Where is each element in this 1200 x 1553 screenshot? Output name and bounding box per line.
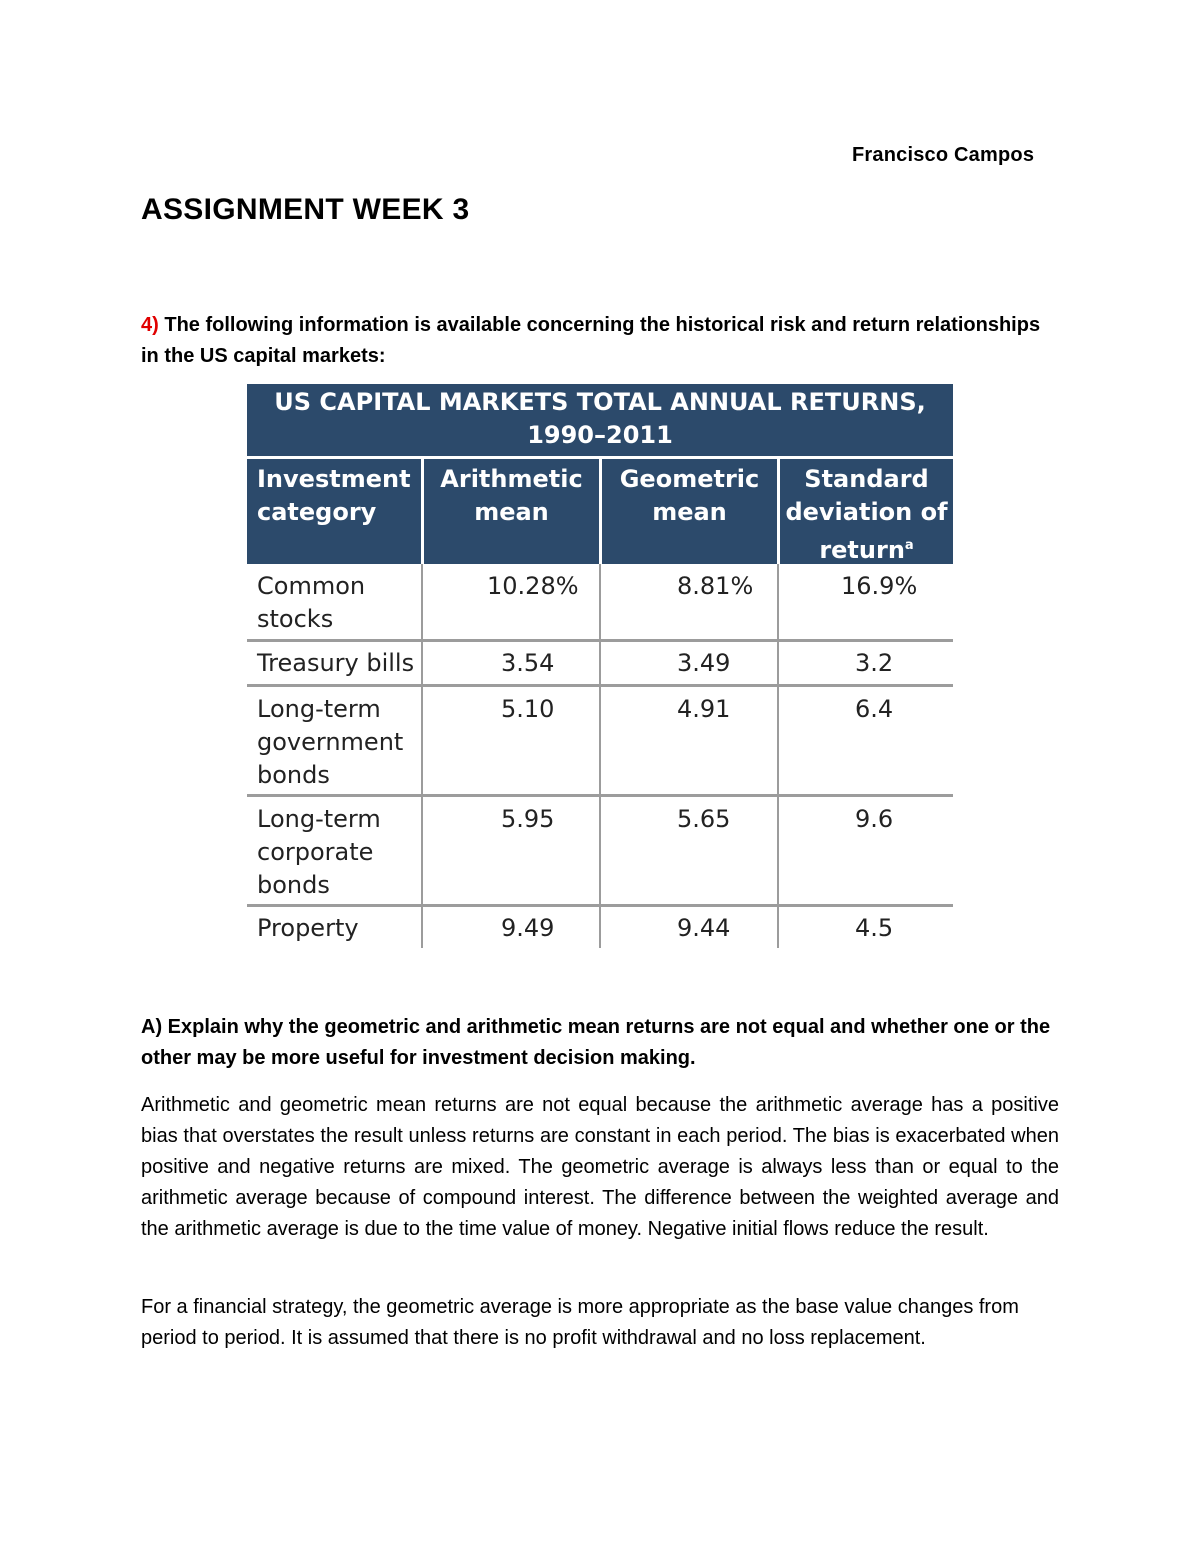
table-row [247,642,953,687]
cell-arithmetic: 5.10 [421,687,599,794]
question-text: The following information is available concerning the historical risk and return relationships in the US capital markets: [141,314,1041,367]
cell-stddev: 16.9% [777,564,953,639]
table-title [247,384,953,456]
question-number: 4) [141,314,159,336]
cell-stddev: 9.6 [777,797,953,904]
table-title-line-2: 1990–2011 [527,421,673,449]
cell-arithmetic: 3.54 [421,642,599,684]
cell-category: Long-term corporate bonds [257,805,381,899]
cell-stddev: 4.5 [777,907,953,948]
cell-category: Treasury bills [257,649,415,677]
cell-category: Common stocks [257,572,366,633]
table-row [247,564,953,642]
table-row [247,907,953,948]
header-superscript: a [904,538,914,553]
header-standard-deviation [777,459,953,564]
page-title: ASSIGNMENT WEEK 3 [141,193,470,226]
header-geometric-mean: Geometric mean [599,459,777,564]
cell-geometric: 4.91 [599,687,777,794]
header-standard-deviation-text: Standard deviation of return [785,465,948,564]
cell-stddev: 3.2 [777,642,953,684]
cell-arithmetic: 9.49 [421,907,599,948]
author-name: Francisco Campos [852,144,1035,166]
cell-category: Property [257,914,359,942]
cell-geometric: 5.65 [599,797,777,904]
returns-table [247,384,953,948]
answer-paragraph-2: For a financial strategy, the geometric average is more appropriate as the base value changes from period to period. It is assumed that there is no profit withdrawal and no loss replacement. [141,1296,1019,1349]
cell-category: Long-term government bonds [257,695,404,789]
header-arithmetic-mean: Arithmetic mean [421,459,599,564]
header-investment-category: Investment category [257,465,411,526]
cell-geometric: 9.44 [599,907,777,948]
table-column-headers [247,456,953,564]
cell-arithmetic: 10.28% [421,564,599,639]
cell-stddev: 6.4 [777,687,953,794]
cell-arithmetic: 5.95 [421,797,599,904]
question-4 [141,310,1061,372]
cell-geometric: 3.49 [599,642,777,684]
subquestion-a: A) Explain why the geometric and arithmetic mean returns are not equal and whether one or the other may be more useful for investment decision making. [141,1016,1051,1069]
table-title-line-1: US CAPITAL MARKETS TOTAL ANNUAL RETURNS, [274,388,926,416]
table-row [247,687,953,797]
answer-paragraph-1: Arithmetic and geometric mean returns are not equal because the arithmetic average has a positive bias that overstates the result unless returns are constant in each period. The bias is exacerbated when positive and negative returns are mixed. The geometric average is always less than or equal to the arithmetic average because of compound interest. The difference between the weighted average and the arithmetic average is due to the time value of money. Negative initial flows reduce the result. [141,1094,1059,1240]
cell-geometric: 8.81% [599,564,777,639]
table-row [247,797,953,907]
